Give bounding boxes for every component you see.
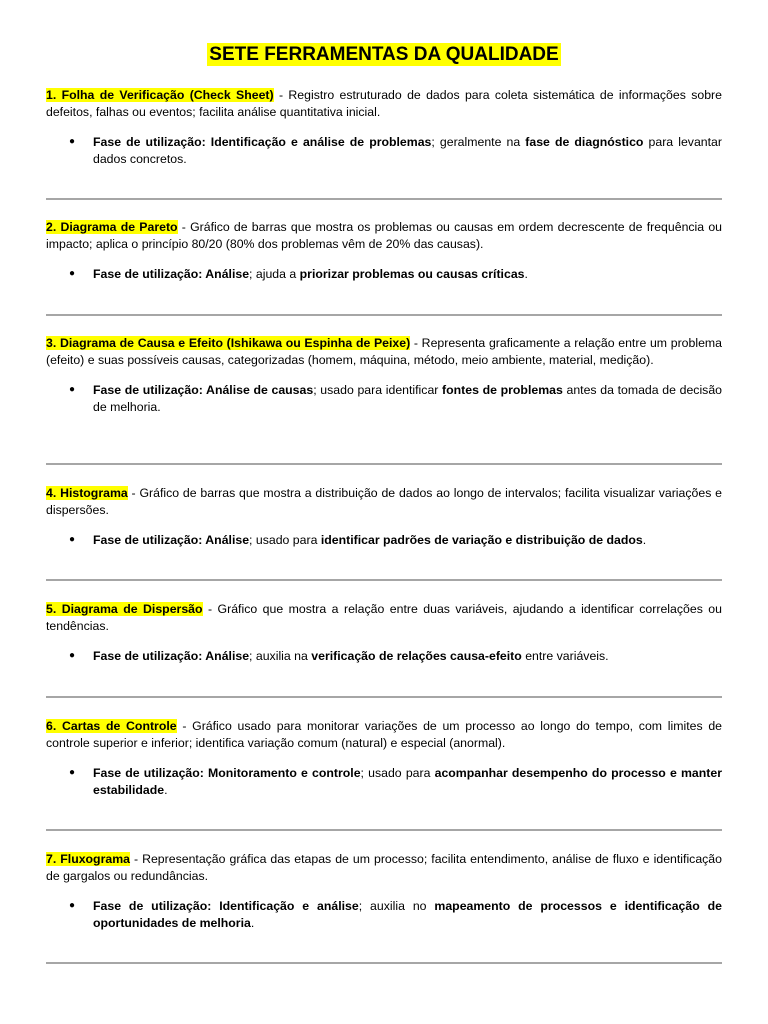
tool-heading: 1. Folha de Verificação (Check Sheet) — [46, 88, 274, 102]
phase-bullet: ● Fase de utilização: Análise; ajuda a priorizar problemas ou causas críticas. — [69, 267, 528, 281]
tool-section-5 — [46, 601, 722, 665]
tool-heading: 6. Cartas de Controle — [46, 719, 177, 733]
section-divider — [46, 198, 722, 200]
bullet-icon: ● — [69, 767, 76, 778]
bullet-icon: ● — [69, 534, 76, 545]
tool-description: - Representa graficamente a relação entre um problema (efeito) e suas possíveis causas, categorizadas (homem, máquina, método, meio ambiente, material, medição). — [46, 336, 723, 367]
phase-bullet: ● Fase de utilização: Análise de causas; usado para identificar fontes de problemas antes da tomada de decisão de melhoria. — [69, 383, 723, 414]
tool-section-3 — [46, 335, 722, 415]
tool-heading: 3. Diagrama de Causa e Efeito (Ishikawa ou Espinha de Peixe) — [46, 336, 411, 350]
tool-heading: 7. Fluxograma — [46, 852, 130, 866]
section-divider — [46, 579, 722, 581]
section-divider — [46, 314, 722, 316]
bullet-icon: ● — [69, 384, 76, 395]
bullet-icon: ● — [69, 136, 76, 147]
tool-section-6 — [46, 718, 722, 798]
tool-section-7 — [46, 851, 722, 931]
phase-bullet: ● Fase de utilização: Identificação e análise de problemas; geralmente na fase de diagnóstico para levantar dados concretos. — [69, 135, 722, 166]
tool-description: - Gráfico de barras que mostra os problemas ou causas em ordem decrescente de frequência ou impacto; aplica o princípio 80/20 (80% dos problemas vêm de 20% das causas). — [46, 220, 723, 251]
section-divider — [46, 696, 722, 698]
phase-bullet: ● Fase de utilização: Monitoramento e controle; usado para acompanhar desempenho do processo e manter estabilidade. — [69, 766, 722, 797]
tool-section-2 — [46, 219, 722, 283]
document-title — [0, 44, 768, 66]
tool-description: - Gráfico de barras que mostra a distribuição de dados ao longo de intervalos; facilita visualizar variações e dispersões. — [46, 486, 723, 517]
phase-bullet: ● Fase de utilização: Análise; usado para identificar padrões de variação e distribuição de dados. — [69, 533, 647, 547]
tool-heading: 5. Diagrama de Dispersão — [46, 602, 203, 616]
tool-section-1 — [46, 87, 722, 167]
section-divider — [46, 962, 722, 964]
tool-description: - Gráfico que mostra a relação entre duas variáveis, ajudando a identificar correlações ou tendências. — [46, 602, 722, 633]
bullet-icon: ● — [69, 900, 76, 911]
bullet-icon: ● — [69, 650, 76, 661]
tool-description: - Registro estruturado de dados para coleta sistemática de informações sobre defeitos, falhas ou eventos; facilita análise quantitativa inicial. — [46, 88, 722, 119]
tool-section-4 — [46, 485, 722, 549]
phase-bullet: ● Fase de utilização: Identificação e análise; auxilia no mapeamento de processos e identificação de oportunidades de melhoria. — [69, 899, 722, 930]
section-divider — [46, 463, 722, 465]
tool-description: - Representação gráfica das etapas de um processo; facilita entendimento, análise de fluxo e identificação de gargalos ou redundâncias. — [46, 852, 722, 883]
section-divider — [46, 829, 722, 831]
tool-heading: 2. Diagrama de Pareto — [46, 220, 178, 234]
title-text: SETE FERRAMENTAS DA QUALIDADE — [209, 44, 559, 65]
bullet-icon: ● — [69, 268, 76, 279]
phase-bullet: ● Fase de utilização: Análise; auxilia na verificação de relações causa-efeito entre variáveis. — [69, 649, 609, 663]
tool-description: - Gráfico usado para monitorar variações de um processo ao longo do tempo, com limites de controle superior e inferior; identifica variação comum (natural) e especial (anormal). — [46, 719, 722, 750]
tool-heading: 4. Histograma — [46, 486, 128, 500]
